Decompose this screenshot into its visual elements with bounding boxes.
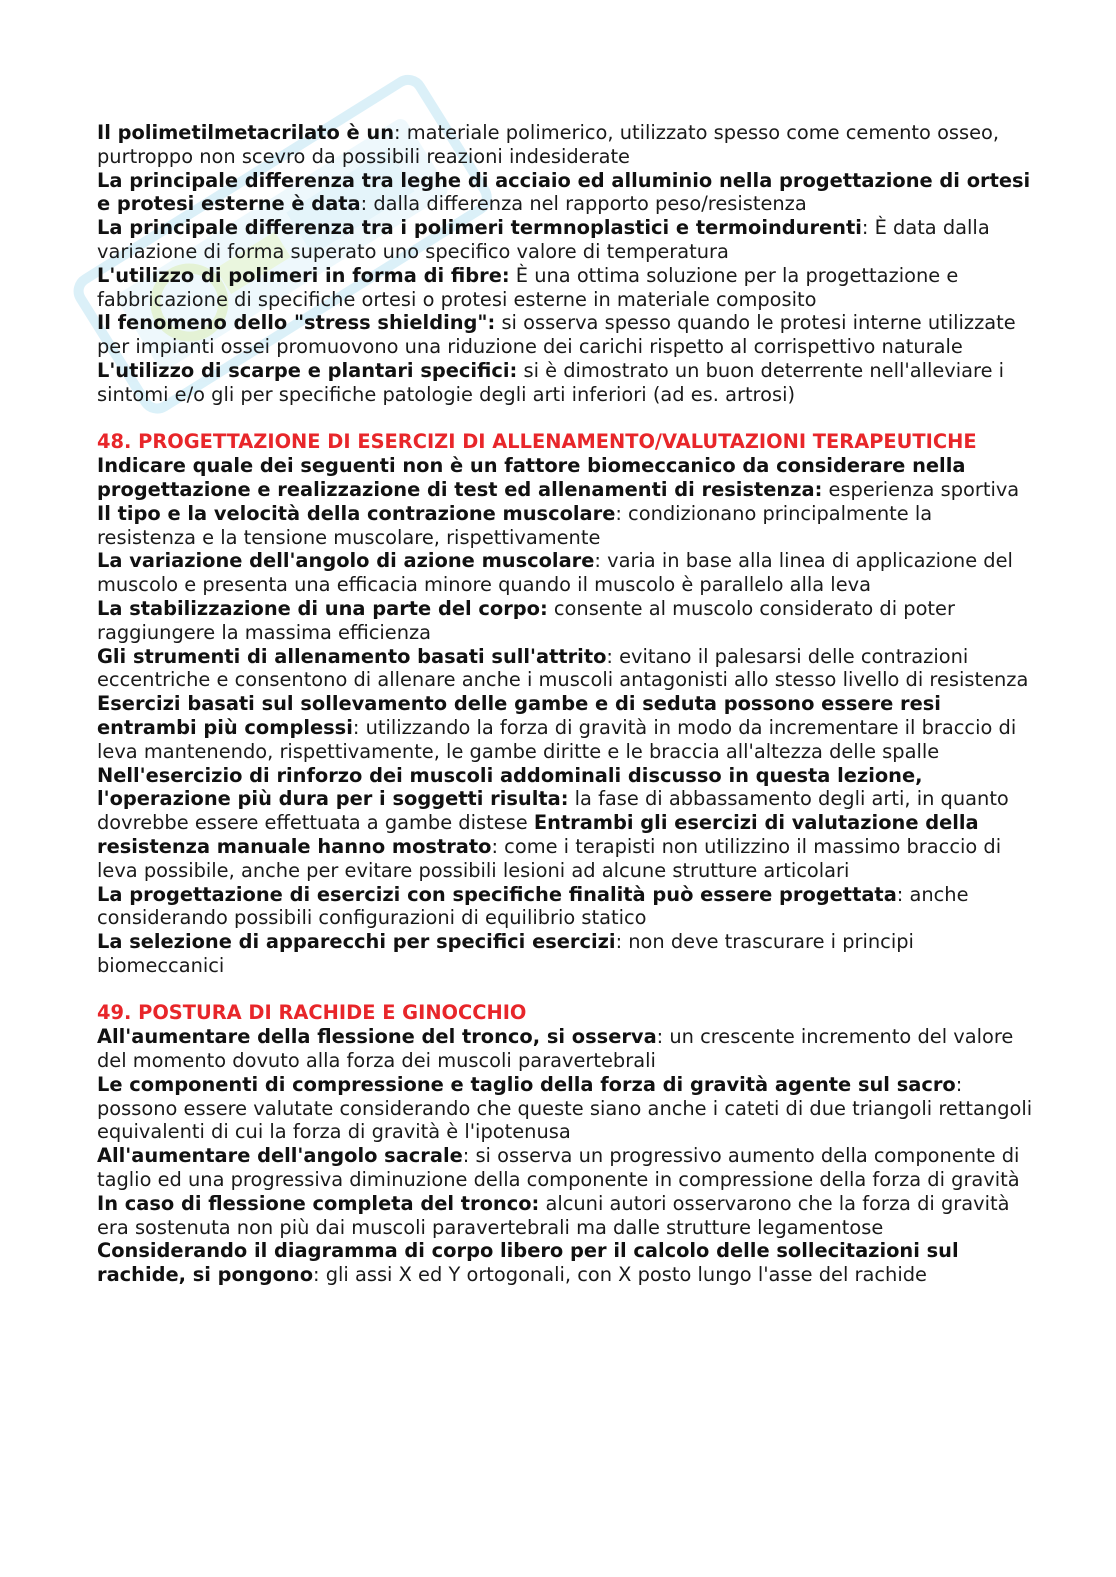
- intro-block: [97, 121, 1037, 407]
- qa-entry: [97, 549, 1037, 597]
- section-heading: 49. POSTURA DI RACHIDE E GINOCCHIO: [97, 1001, 527, 1025]
- question-text: La principale differenza tra i polimeri termnoplastici e termoindurenti: [97, 216, 862, 240]
- qa-entry: [97, 645, 1037, 693]
- qa-entry: [97, 597, 1037, 645]
- answer-text: esperienza sportiva: [822, 477, 1020, 501]
- qa-entry: [97, 764, 1037, 883]
- question-text: La stabilizzazione di una parte del corpo:: [97, 596, 548, 620]
- qa-entry: [97, 1192, 1037, 1240]
- answer-text: : evitano il palesarsi delle contrazioni eccentriche e consentono di allenare anche i muscoli antagonisti allo stesso livello di resistenza: [97, 644, 1029, 692]
- answer-text: consente al muscolo considerato di poter raggiungere la massima efficienza: [97, 596, 955, 644]
- answer-text: : varia in base alla linea di applicazione del muscolo e presenta una efficacia minore quando il muscolo è parallelo alla leva: [97, 549, 1013, 597]
- qa-entry: [97, 216, 1037, 264]
- document-body: [97, 121, 1037, 1287]
- qa-entry: [97, 264, 1037, 312]
- qa-entry: [97, 692, 1037, 763]
- answer-text: : un crescente incremento del valore del momento dovuto alla forza dei muscoli paravertebrali: [97, 1025, 1014, 1073]
- question-text: Gli strumenti di allenamento basati sull'attrito: [97, 644, 607, 668]
- question-text: La principale differenza tra leghe di acciaio ed alluminio nella progettazione di ortesi e protesi esterne è data: [97, 168, 1031, 216]
- question-text: L'utilizzo di scarpe e plantari specifici:: [97, 358, 518, 382]
- qa-entry: [97, 1144, 1037, 1192]
- question-text: La variazione dell'angolo di azione muscolare: [97, 549, 595, 573]
- section-48: [97, 430, 1037, 977]
- question-text: Il tipo e la velocità della contrazione muscolare: [97, 501, 616, 525]
- answer-text: la fase di abbassamento degli arti, in quanto dovrebbe essere effettuata a gambe distese: [97, 787, 1009, 835]
- answer-text: : anche considerando possibili configurazioni di equilibrio statico: [97, 882, 969, 930]
- qa-entry: [97, 359, 1037, 407]
- qa-entry: [97, 169, 1037, 217]
- section-heading: 48. PROGETTAZIONE DI ESERCIZI DI ALLENAMENTO/VALUTAZIONI TERAPEUTICHE: [97, 430, 977, 454]
- answer-text: si osserva spesso quando le protesi interne utilizzate per impianti ossei promuovono una riduzione dei carichi rispetto al corrispettivo naturale: [97, 311, 1016, 359]
- answer-text: : si osserva un progressivo aumento della componente di taglio ed una progressiva diminuzione della componente in compressione della forza di gravità: [97, 1144, 1020, 1192]
- answer-text: : condizionano principalmente la resistenza e la tensione muscolare, rispettivamente: [97, 501, 933, 549]
- answer-text: : possono essere valutate considerando che queste siano anche i cateti di due triangoli rettangoli equivalenti di cui la forza di gravità è l'ipotenusa: [97, 1072, 1033, 1144]
- answer-text: alcuni autori osservarono che la forza di gravità era sostenuta non più dai muscoli paravertebrali ma dalle strutture legamentose: [97, 1191, 1010, 1239]
- answer-text: : gli assi X ed Y ortogonali, con X posto lungo l'asse del rachide: [313, 1263, 927, 1287]
- question-text: Indicare quale dei seguenti non è un fattore biomeccanico da considerare nella progettazione e realizzazione di test ed allenamenti di resistenza:: [97, 454, 966, 501]
- question-text: All'aumentare della flessione del tronco, si osserva: [97, 1025, 657, 1049]
- question-text: La selezione di apparecchi per specifici esercizi: [97, 930, 616, 954]
- qa-entry: [97, 1073, 1037, 1144]
- question-text: Considerando il diagramma di corpo libero per il calcolo delle sollecitazioni sul rachide, si pongono: [97, 1239, 959, 1287]
- question-text: La progettazione di esercizi con specifiche finalità può essere progettata: [97, 882, 897, 906]
- answer-text: si è dimostrato un buon deterrente nell'alleviare i sintomi e/o gli per specifiche patologie degli arti inferiori (ad es. artrosi): [97, 358, 1005, 406]
- answer-text: È una ottima soluzione per la progettazione e fabbricazione di specifiche ortesi o protesi esterne in materiale composito: [97, 263, 959, 311]
- question-text: Il fenomeno dello "stress shielding":: [97, 311, 496, 335]
- question-text: Nell'esercizio di rinforzo dei muscoli addominali discusso in questa lezione, l'operazione più dura per i soggetti risulta:: [97, 763, 923, 811]
- question-text: Esercizi basati sul sollevamento delle gambe e di seduta possono essere resi entrambi più complessi: [97, 692, 941, 739]
- question-text: L'utilizzo di polimeri in forma di fibre:: [97, 263, 510, 287]
- qa-entry: [97, 311, 1037, 359]
- answer-text: : dalla differenza nel rapporto peso/resistenza: [360, 192, 807, 216]
- qa-entry: [97, 454, 1037, 502]
- question-text: In caso di flessione completa del tronco:: [97, 1191, 540, 1215]
- question-text: Il polimetilmetacrilato è un: [97, 121, 395, 144]
- qa-entry: [97, 930, 1037, 978]
- answer-text: : non deve trascurare i principi biomeccanici: [97, 930, 914, 977]
- question-text: All'aumentare dell'angolo sacrale: [97, 1144, 463, 1168]
- answer-text: : È data dalla variazione di forma superato uno specifico valore di temperatura: [97, 216, 990, 263]
- answer-text: : utilizzando la forza di gravità in modo da incrementare il braccio di leva mantenendo, rispettivamente, le gambe diritte e le braccia all'altezza delle spalle: [97, 715, 1017, 763]
- qa-entry: [97, 1025, 1037, 1073]
- question-text: Le componenti di compressione e taglio della forza di gravità agente sul sacro: [97, 1072, 956, 1096]
- answer-text: : materiale polimerico, utilizzato spesso come cemento osseo, purtroppo non scevro da possibili reazioni indesiderate: [97, 121, 1000, 168]
- section-49: [97, 1001, 1037, 1287]
- question-text: Entrambi gli esercizi di valutazione della resistenza manuale hanno mostrato: [97, 811, 979, 858]
- qa-entry: [97, 502, 1037, 550]
- answer-text: : come i terapisti non utilizzino il massimo braccio di leva possibile, anche per evitare possibili lesioni ad alcune strutture articolari: [97, 834, 1002, 882]
- qa-entry: [97, 883, 1037, 931]
- qa-entry: [97, 121, 1037, 169]
- qa-entry: [97, 1239, 1037, 1287]
